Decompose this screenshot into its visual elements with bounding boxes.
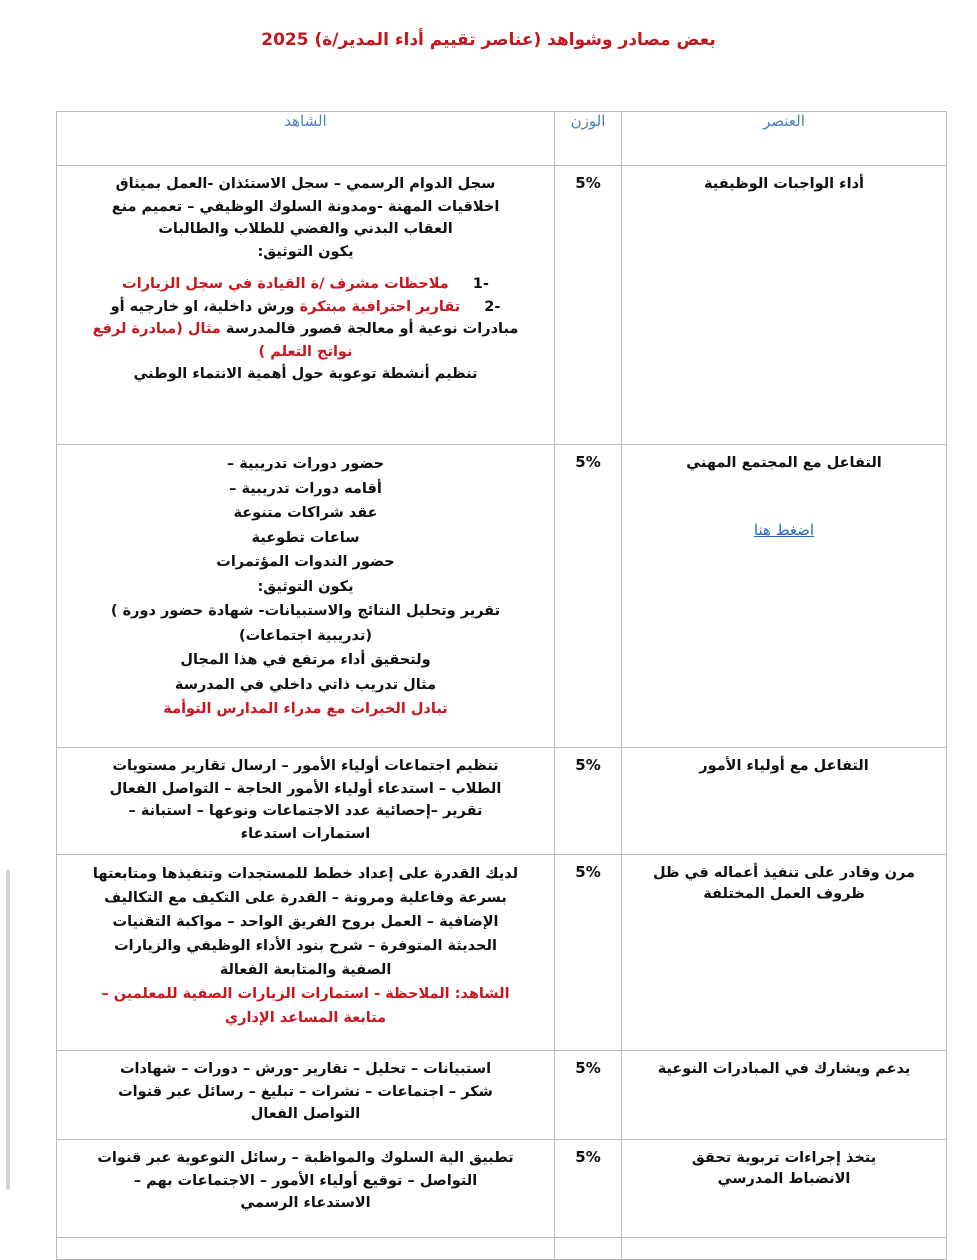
weight-cell: 5% — [555, 1140, 622, 1238]
evidence-cell — [57, 445, 555, 748]
evidence-cell — [57, 748, 555, 855]
header-element: العنصر — [622, 112, 947, 166]
element-cell: التفاعل مع أولياء الأمور — [622, 748, 947, 855]
evidence-line: الشاهد: الملاحظة - استمارات الزيارات الصفية للمعلمين – — [101, 986, 510, 1002]
evidence-line: لديك القدرة على إعداد خطط للمستجدات وتنفيذها ومتابعتها — [92, 866, 519, 882]
evidence-line: استبيانات – تحليل – تقارير -ورش – دورات – شهادات — [119, 1061, 492, 1077]
evidence-line: تطبيق الية السلوك والمواظبة – رسائل التوعوية عبر قنوات — [97, 1150, 514, 1166]
evidence-line: الاستدعاء الرسمي — [240, 1195, 371, 1211]
evidence-line: ساعات تطوعية — [251, 529, 360, 546]
weight-cell: 5% — [555, 445, 622, 748]
table-row — [57, 445, 947, 748]
scrollbar[interactable] — [6, 870, 10, 1190]
evidence-line: التواصل الفعال — [250, 1106, 361, 1122]
page-title: بعض مصادر وشواهد (عناصر تقييم أداء المدير/ة) 2025 — [261, 30, 716, 50]
evidence-line: شكر – اجتماعات – نشرات – تبليغ – رسائل عبر قنوات — [118, 1083, 493, 1100]
element-cell: يتخذ إجراءات تربوية تحقق الانضباط المدرسي — [622, 1140, 947, 1238]
weight-cell: 5% — [555, 166, 622, 445]
weight-cell: 5% — [555, 855, 622, 1051]
evaluation-table — [56, 111, 947, 1260]
evidence-line: حضور دورات تدريبية – — [226, 456, 385, 472]
element-cell: أداء الواجبات الوظيفية — [622, 166, 947, 445]
evidence-line: متابعة المساعد الإداري — [224, 1010, 387, 1026]
evidence-line: الصفية والمتابعة الفعالة — [219, 962, 392, 978]
evidence-cell — [57, 1051, 555, 1140]
evidence-line: مثال تدريب ذاتي داخلي في المدرسة — [174, 676, 437, 693]
table-row-empty — [57, 1238, 947, 1260]
evidence-line: (تدريبية اجتماعات) — [239, 627, 372, 644]
empty-cell — [555, 1238, 622, 1260]
evidence-line: ولتحقيق أداء مرتفع في هذا المجال — [180, 652, 431, 668]
evidence-line: يكون التوثيق: — [257, 578, 354, 595]
click-here-link[interactable]: اضغط هنا — [753, 521, 815, 539]
table-row — [57, 166, 947, 445]
table-row — [57, 748, 947, 855]
evidence-line: الإضافية – العمل بروح الفريق الواحد – مواكبة التقنيات — [112, 914, 499, 930]
evidence-line: تنظيم أنشطة توعوية حول أهمية الانتماء الوطني — [133, 366, 478, 382]
evidence-line: تنظيم اجتماعات أولياء الأمور – ارسال تقارير مستويات — [112, 758, 499, 774]
evidence-line: تبادل الخبرات مع مدراء المدارس التوأمة — [163, 701, 448, 717]
table-row — [57, 855, 947, 1051]
evidence-cell — [57, 1140, 555, 1238]
evidence-line: العقاب البدني والفضي للطلاب والطالبات — [158, 221, 453, 237]
evidence-line: سجل الدوام الرسمي – سجل الاستئذان -العمل بميثاق — [115, 176, 496, 192]
evidence-line: تقرير –إحصائية عدد الاجتماعات ونوعها – استبانة – — [128, 803, 483, 819]
table-row — [57, 1051, 947, 1140]
element-cell: يدعم ويشارك في المبادرات النوعية — [622, 1051, 947, 1140]
evidence-line: اخلاقيات المهنة -ومدونة السلوك الوظيفي – تعميم منع — [111, 198, 500, 215]
table-row — [57, 1140, 947, 1238]
weight-cell: 5% — [555, 1051, 622, 1140]
evidence-line: تقرير وتحليل النتائج والاستبيانات- شهادة حضور دورة ) — [110, 603, 501, 619]
evidence-cell — [57, 855, 555, 1051]
empty-cell — [622, 1238, 947, 1260]
evidence-line: -1ملاحظات مشرف /ة القيادة في سجل الزيارات — [122, 276, 489, 292]
evidence-line: التواصل – توقيع أولياء الأمور – الاجتماعات بهم – — [133, 1172, 478, 1189]
empty-cell — [57, 1238, 555, 1260]
evidence-line: أقامه دورات تدريبية – — [229, 480, 382, 497]
evidence-line: الطلاب – استدعاء أولياء الأمور الحاجة – التواصل الفعال — [109, 780, 502, 797]
weight-cell: 5% — [555, 748, 622, 855]
evidence-line: بسرعة وفاعلية ومرونة – القدرة على التكيف مع التكاليف — [104, 890, 507, 906]
evidence-line: الحديثة المتوفرة – شرح بنود الأداء الوظيفي والزيارات — [114, 938, 497, 954]
evidence-line: مبادرات نوعية أو معالجة قصور فالمدرسة مثال (مبادرة لرفع — [92, 321, 519, 337]
evidence-line: استمارات استدعاء — [240, 825, 371, 842]
evidence-line: يكون التوثيق: — [257, 243, 354, 260]
evidence-line: نواتج التعلم ) — [258, 343, 353, 360]
element-cell: التفاعل مع المجتمع المهني اضغط هنا — [622, 445, 947, 748]
evidence-line: -2تقارير احترافية مبتكرة ورش داخلية، او خارجيه أو — [110, 298, 501, 315]
element-cell: مرن وقادر على تنفيذ أعماله في ظل ظروف العمل المختلفة — [622, 855, 947, 1051]
table-header-row — [57, 112, 947, 166]
evidence-line: حضور الندوات المؤتمرات — [216, 554, 395, 570]
evidence-line: عقد شراكات متنوعة — [233, 505, 378, 521]
header-evidence: الشاهد — [57, 112, 555, 166]
evidence-cell — [57, 166, 555, 445]
header-weight: الوزن — [555, 112, 622, 166]
